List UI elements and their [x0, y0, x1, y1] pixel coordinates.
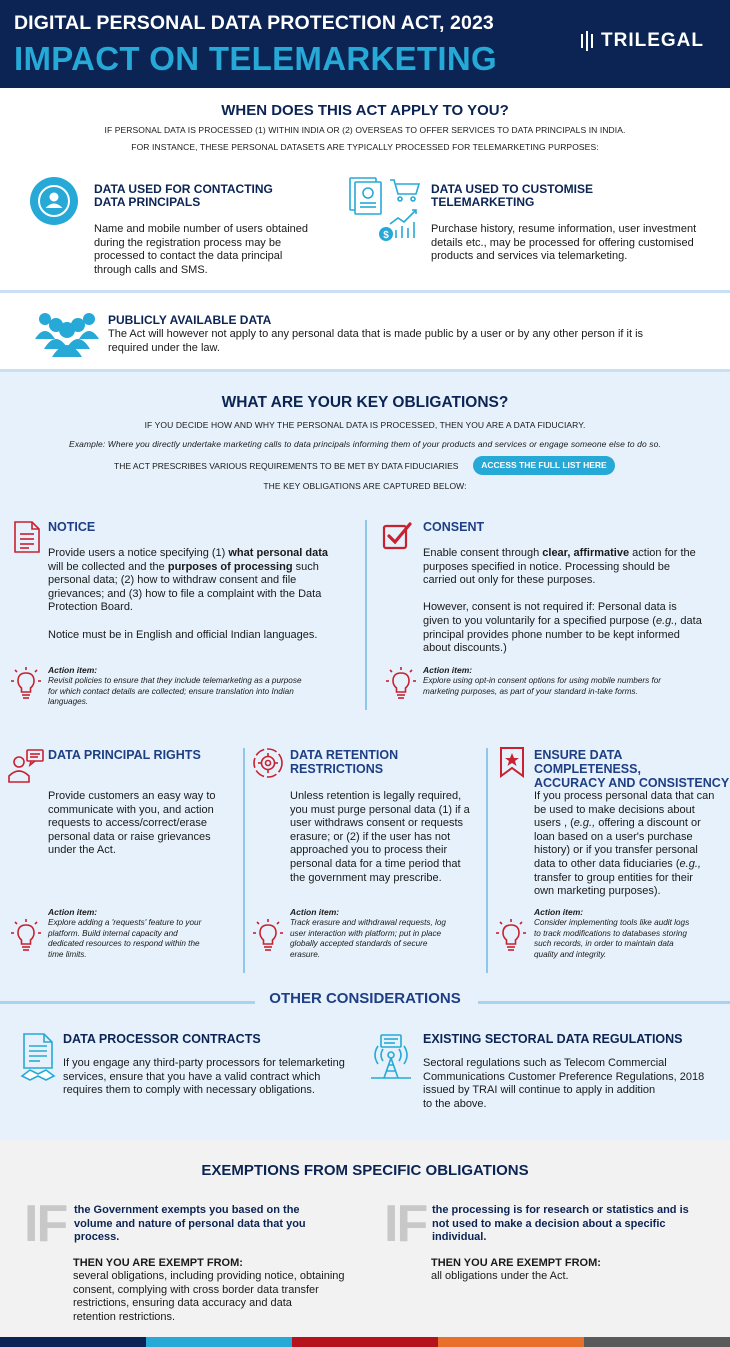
- obligations-line3: THE ACT PRESCRIBES VARIOUS REQUIREMENTS TO BE MET BY DATA FIDUCIARIES: [114, 461, 459, 471]
- person-chat-icon: [7, 748, 45, 784]
- exemptions-title: EXEMPTIONS FROM SPECIFIC OBLIGATIONS: [201, 1162, 529, 1179]
- svg-text:$: $: [383, 230, 389, 241]
- obligations-line1: IF YOU DECIDE HOW AND WHY THE PERSONAL DATA IS PROCESSED, THEN YOU ARE A DATA FIDUCIARY.: [144, 420, 586, 430]
- notice-body: Provide users a notice specifying (1) what personal data will be collected and the purposes of processing such personal data; (2) how to withdraw consent and file grievances; and (3) how to file a complaint with the Data Protection Board. Notice must be in English and official Indian languages.: [48, 547, 329, 641]
- completeness-action-label: Action item:: [534, 907, 584, 917]
- checkbox-icon: [382, 520, 412, 550]
- consent-action-text: Explore using opt-in consent options for using mobile numbers for marketing purposes, as part of your standard in-take forms.: [423, 676, 662, 696]
- obligations-example: Example: Where you directly undertake marketing calls to data principals informing them of your products and services or engage someone else to do so.: [69, 439, 661, 449]
- consent-body: Enable consent through clear, affirmative action for the purposes specified in notice. Processing should be carried out only for these purposes. However, consent is not required if: Personal data is given to you voluntarily for a specified purpose (e.g., data principal provides phone number to be kept informed about discounts.): [423, 547, 702, 655]
- section-divider: [0, 290, 730, 293]
- column-divider: [486, 748, 488, 973]
- retention-body: Unless retention is legally required, you must purge personal data (1) if a user withdraws consent or requests erasure; or (2) if the user has not approached you to process their personal data for a time period that the government may prescribe.: [290, 790, 470, 884]
- footer-bar-grey: [584, 1337, 730, 1347]
- obligations-title: WHAT ARE YOUR KEY OBLIGATIONS?: [221, 394, 509, 411]
- other-title: OTHER CONSIDERATIONS: [269, 990, 461, 1007]
- consent-action-label: Action item:: [423, 665, 473, 675]
- lightbulb-icon: [9, 666, 43, 700]
- rights-action-label: Action item:: [48, 907, 98, 917]
- gear-cycle-icon: [251, 746, 285, 780]
- completeness-action-text: Consider implementing tools like audit logs to track modifications to databases storing such records, in order to maintain data quality and integrity.: [534, 918, 690, 959]
- completeness-title: ENSURE DATA COMPLETENESS, ACCURACY AND CONSISTENCY: [534, 748, 730, 790]
- obligations-line4: THE KEY OBLIGATIONS ARE CAPTURED BELOW:: [263, 481, 467, 491]
- notice-title: NOTICE: [48, 520, 96, 534]
- sectoral-title: EXISTING SECTORAL DATA REGULATIONS: [423, 1032, 683, 1046]
- contact-body: Name and mobile number of users obtained during the registration process may be processed to contact the data principal through calls and SMS.: [94, 223, 309, 276]
- lightbulb-icon: [9, 918, 43, 952]
- footer-bar-navy: [0, 1337, 146, 1347]
- retention-action-text: Track erasure and withdrawal requests, log user interaction with platform; put in place globally accepted standards of secure erasure.: [290, 918, 446, 959]
- applicability-line1: IF PERSONAL DATA IS PROCESSED (1) WITHIN INDIA OR (2) OVERSEAS TO OFFER SERVICES TO DATA PRINCIPALS IN INDIA.: [104, 125, 626, 135]
- header-title: DIGITAL PERSONAL DATA PROTECTION ACT, 2023: [14, 12, 494, 34]
- notice-action-text: Revisit policies to ensure that they include telemarketing as a purpose for which contact details are collected; ensure translation into Indian languages.: [48, 676, 302, 706]
- column-divider: [243, 748, 245, 973]
- retention-title: DATA RETENTION RESTRICTIONS: [290, 748, 399, 776]
- logo-text: TRILEGAL: [601, 30, 704, 51]
- contact-title-line1: DATA USED FOR CONTACTING: [94, 182, 273, 196]
- bookmark-star-icon: [499, 746, 525, 778]
- notice-action-label: Action item:: [48, 665, 98, 675]
- contract-handshake-icon: [20, 1032, 56, 1082]
- processor-body: If you engage any third-party processors for telemarketing services, ensure that you have a valid contract which requires them to comply with necessary obligations.: [63, 1057, 345, 1096]
- consent-title: CONSENT: [423, 520, 485, 534]
- footer-bar-blue: [146, 1337, 292, 1347]
- contact-title-line2: DATA PRINCIPALS: [94, 195, 201, 209]
- exempt-left-list: several obligations, including providing notice, obtaining consent, complying with cross border data transfer restrictions, ensuring data accuracy and data retention restrictions.: [73, 1270, 345, 1323]
- public-title: PUBLICLY AVAILABLE DATA: [108, 313, 272, 327]
- customise-title-line2: TELEMARKETING: [431, 195, 535, 209]
- rights-title: DATA PRINCIPAL RIGHTS: [48, 748, 201, 762]
- exempt-left-condition: the Government exempts you based on the volume and nature of personal data that you process.: [74, 1204, 306, 1243]
- documents-cart-chart-icon: [346, 172, 422, 242]
- user-circle-icon: [30, 177, 78, 225]
- exempt-right-list: all obligations under the Act.: [431, 1270, 569, 1282]
- tower-icon: [367, 1034, 415, 1080]
- header-subtitle: IMPACT ON TELEMARKETING: [14, 40, 497, 77]
- rights-action-text: Explore adding a 'requests' feature to your platform. Build internal capacity and dedicated resources to respond within the time limits.: [48, 918, 202, 959]
- applicability-title: WHEN DOES THIS ACT APPLY TO YOU?: [221, 102, 509, 119]
- column-divider: [365, 520, 367, 710]
- access-full-list-button[interactable]: ACCESS THE FULL LIST HERE: [473, 456, 615, 475]
- trilegal-logo: [581, 30, 704, 52]
- if-right: IF: [384, 1195, 427, 1253]
- processor-title: DATA PROCESSOR CONTRACTS: [63, 1032, 261, 1046]
- rights-body: Provide customers an easy way to communicate with you, and action requests to access/correct/erase personal data or raise grievances under the Act.: [48, 790, 216, 857]
- header-banner: [0, 0, 730, 88]
- lightbulb-icon: [384, 666, 418, 700]
- exempt-left-label: THEN YOU ARE EXEMPT FROM:: [73, 1257, 243, 1269]
- footer-bar-orange: [438, 1337, 584, 1347]
- document-icon: [13, 520, 41, 554]
- exempt-right-condition: the processing is for research or statistics and is not used to make a decision about a specific individual.: [432, 1204, 689, 1243]
- sectoral-body: Sectoral regulations such as Telecom Commercial Communications Customer Preference Regulations, 2018 issued by TRAI will continue to apply in addition to the above.: [423, 1057, 705, 1110]
- if-left: IF: [24, 1195, 67, 1253]
- completeness-body: If you process personal data that can be used to make decisions about users , (e.g., offering a discount or loan based on a user's purchase history) or if you transfer personal data to other data fiduciaries (e.g., transfer to group entities for their own marketing purposes).: [534, 790, 715, 898]
- lightbulb-icon: [251, 918, 285, 952]
- lightbulb-icon: [494, 918, 528, 952]
- public-body: The Act will however not apply to any personal data that is made public by a user or by any other person if it is required under the law.: [108, 328, 644, 354]
- customise-body: Purchase history, resume information, user investment details etc., may be processed for offering customised products and services via telemarketing.: [431, 223, 697, 262]
- customise-title-line1: DATA USED TO CUSTOMISE: [431, 182, 594, 196]
- retention-action-label: Action item:: [290, 907, 340, 917]
- footer-bar-red: [292, 1337, 438, 1347]
- applicability-line2: FOR INSTANCE, THESE PERSONAL DATASETS ARE TYPICALLY PROCESSED FOR TELEMARKETING PURPOSES:: [131, 142, 599, 152]
- exempt-right-label: THEN YOU ARE EXEMPT FROM:: [431, 1257, 601, 1269]
- logo-bars-icon: [581, 31, 593, 51]
- group-people-icon: [34, 309, 100, 357]
